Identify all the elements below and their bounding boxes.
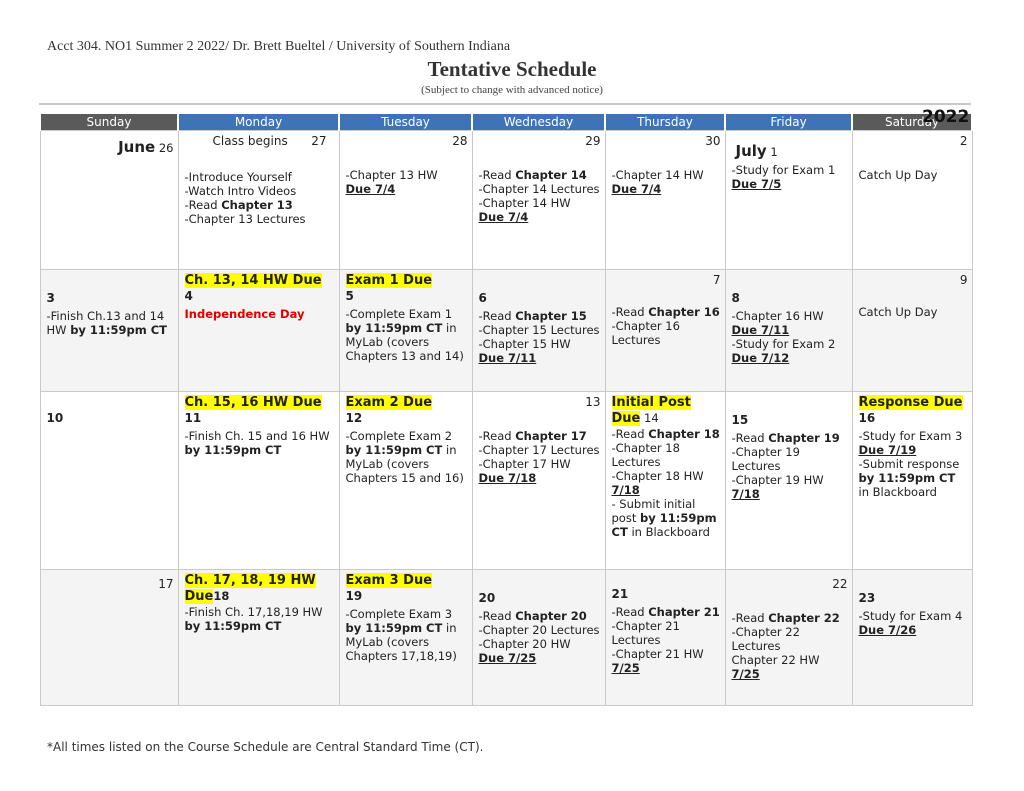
day-cell-jul-11 bbox=[178, 392, 339, 570]
day-cell-jul-9 bbox=[852, 270, 972, 392]
course-line: Acct 304. NO1 Summer 2 2022/ Dr. Brett Bueltel / University of Southern Indiana bbox=[47, 39, 511, 54]
task-line: -Read Chapter 14 bbox=[478, 168, 587, 182]
class-begins-label: Class begins bbox=[212, 134, 288, 148]
task-line: -Chapter 13 Lectures bbox=[184, 212, 306, 226]
day-header-wednesday: Wednesday bbox=[472, 114, 605, 131]
task-line: -Chapter 17 Lectures bbox=[478, 443, 600, 457]
day-header-friday: Friday bbox=[725, 114, 852, 131]
day-number: 23 bbox=[858, 591, 876, 605]
day-number: 22 bbox=[832, 577, 848, 591]
due-date: Due 7/11 bbox=[731, 323, 790, 337]
day-number: 12 bbox=[345, 411, 363, 425]
day-cell-jul-13 bbox=[472, 392, 605, 570]
highlight-label: Initial Post Due bbox=[611, 395, 691, 426]
task-line: -Chapter 13 HW bbox=[345, 168, 438, 182]
day-number: 15 bbox=[731, 413, 749, 427]
day-cell-jul-17 bbox=[40, 570, 178, 706]
day-cell-jul-4 bbox=[178, 270, 339, 392]
month-label: June bbox=[118, 138, 156, 156]
day-number: 20 bbox=[478, 591, 496, 605]
day-cell-jun-27 bbox=[178, 131, 339, 270]
day-number: 11 bbox=[184, 411, 202, 425]
schedule-subtitle: (Subject to change with advanced notice) bbox=[421, 84, 603, 96]
timezone-footnote: *All times listed on the Course Schedule are Central Standard Time (CT). bbox=[47, 740, 484, 754]
task-line: -Finish Ch. 17,18,19 HW by 11:59pm CT bbox=[184, 605, 323, 633]
task-line: -Chapter 18 HW 7/18 bbox=[611, 469, 704, 497]
day-header-tuesday: Tuesday bbox=[339, 114, 472, 131]
day-cell-jul-14 bbox=[605, 392, 725, 570]
day-cell-jul-20 bbox=[472, 570, 605, 706]
task-line: -Chapter 20 Lectures bbox=[478, 623, 600, 637]
task-line: -Read Chapter 13 bbox=[184, 198, 293, 212]
task-line: -Chapter 19 Lectures bbox=[731, 445, 800, 473]
day-cell-jul-8 bbox=[725, 270, 852, 392]
task-line: -Read Chapter 16 bbox=[611, 305, 720, 319]
day-cell-jun-28 bbox=[339, 131, 472, 270]
day-number: 30 bbox=[705, 134, 721, 148]
day-cell-jul-2 bbox=[852, 131, 972, 270]
day-cell-jun-29 bbox=[472, 131, 605, 270]
task-line: -Chapter 17 HW bbox=[478, 457, 571, 471]
header-divider bbox=[39, 103, 971, 105]
task-line: -Chapter 14 HW bbox=[478, 196, 571, 210]
day-cell-jul-3 bbox=[40, 270, 178, 392]
due-date: Due 7/19 bbox=[858, 443, 917, 457]
highlight-label: Exam 3 Due bbox=[345, 573, 433, 588]
day-cell-jul-21 bbox=[605, 570, 725, 706]
due-date: Due 7/4 bbox=[478, 210, 529, 224]
day-cell-jul-5 bbox=[339, 270, 472, 392]
day-number: 1 bbox=[770, 145, 778, 159]
highlight-label: Ch. 17, 18, 19 HW Due bbox=[184, 573, 316, 604]
task-line: - Submit initial post by 11:59pm CT in Blackboard bbox=[611, 497, 717, 539]
day-cell-jul-12 bbox=[339, 392, 472, 570]
schedule-calendar bbox=[39, 114, 973, 706]
highlight-label: Ch. 13, 14 HW Due bbox=[184, 273, 322, 288]
day-cell-jul-19 bbox=[339, 570, 472, 706]
highlight-label: Ch. 15, 16 HW Due bbox=[184, 395, 322, 410]
task-line: -Read Chapter 15 bbox=[478, 309, 587, 323]
due-date: Due 7/12 bbox=[731, 351, 790, 365]
day-cell-jun-26 bbox=[40, 131, 178, 270]
due-date: Due 7/5 bbox=[731, 177, 782, 191]
due-date: Due 7/4 bbox=[345, 182, 396, 196]
holiday-label: Independence Day bbox=[184, 307, 305, 321]
task-line: -Read Chapter 21 bbox=[611, 605, 720, 619]
day-header-thursday: Thursday bbox=[605, 114, 725, 131]
day-cell-jul-1 bbox=[725, 131, 852, 270]
calendar-year: 2022 bbox=[922, 107, 970, 127]
day-number: 6 bbox=[478, 291, 487, 305]
day-cell-jul-15 bbox=[725, 392, 852, 570]
day-number: 10 bbox=[46, 411, 64, 425]
task-line: -Study for Exam 3 bbox=[858, 429, 963, 443]
task-line: -Chapter 20 HW bbox=[478, 637, 571, 651]
day-header-sunday: Sunday bbox=[40, 114, 178, 131]
day-number: 5 bbox=[345, 289, 354, 303]
task-line: -Finish Ch.13 and 14 HW by 11:59pm CT bbox=[46, 309, 168, 337]
task-line: -Read Chapter 20 bbox=[478, 609, 587, 623]
task-line: -Study for Exam 4 bbox=[858, 609, 963, 623]
task-line: -Study for Exam 1 bbox=[731, 163, 836, 177]
day-cell-jul-6 bbox=[472, 270, 605, 392]
task-line: -Chapter 22 Lectures bbox=[731, 625, 800, 653]
day-header-row bbox=[40, 114, 972, 131]
task-line: -Chapter 15 Lectures bbox=[478, 323, 600, 337]
day-number: 28 bbox=[452, 134, 468, 148]
day-cell-jul-10 bbox=[40, 392, 178, 570]
day-cell-jun-30 bbox=[605, 131, 725, 270]
week-row-4 bbox=[40, 570, 972, 706]
task-line: -Read Chapter 17 bbox=[478, 429, 587, 443]
day-cell-jul-18 bbox=[178, 570, 339, 706]
task-line: -Read Chapter 22 bbox=[731, 611, 840, 625]
highlight-label: Response Due bbox=[858, 395, 963, 410]
day-number: 8 bbox=[731, 291, 740, 305]
task-line: -Chapter 21 Lectures bbox=[611, 619, 680, 647]
task-line: -Complete Exam 2 by 11:59pm CT in MyLab (covers Chapters 15 and 16) bbox=[345, 429, 464, 485]
task-line: -Chapter 16 HW bbox=[731, 309, 824, 323]
day-header-saturday: Saturday bbox=[852, 114, 972, 131]
task-line: -Finish Ch. 15 and 16 HW by 11:59pm CT bbox=[184, 429, 330, 457]
task-line: -Submit response by 11:59pm CT in Blackboard bbox=[858, 457, 960, 499]
due-date: Due 7/11 bbox=[478, 351, 537, 365]
day-number: 19 bbox=[345, 589, 363, 603]
day-number: 9 bbox=[959, 273, 968, 287]
due-date: Due 7/25 bbox=[478, 651, 537, 665]
day-number: 27 bbox=[311, 134, 327, 148]
task-line: Chapter 22 HW 7/25 bbox=[731, 653, 820, 681]
task-line: -Complete Exam 1 by 11:59pm CT in MyLab (covers Chapters 13 and 14) bbox=[345, 307, 464, 363]
week-row-3 bbox=[40, 392, 972, 570]
day-number: 17 bbox=[158, 577, 174, 591]
day-number: 16 bbox=[858, 411, 876, 425]
task-line: -Chapter 16 Lectures bbox=[611, 319, 680, 347]
due-date: Due 7/26 bbox=[858, 623, 917, 637]
day-number: 7 bbox=[712, 273, 721, 287]
day-number: 18 bbox=[213, 589, 230, 603]
task-line: -Study for Exam 2 bbox=[731, 337, 836, 351]
task-line: -Chapter 15 HW bbox=[478, 337, 571, 351]
due-date: Due 7/18 bbox=[478, 471, 537, 485]
task-line: Catch Up Day bbox=[858, 305, 938, 319]
day-cell-jul-23 bbox=[852, 570, 972, 706]
task-line: -Complete Exam 3 by 11:59pm CT in MyLab (covers Chapters 17,18,19) bbox=[345, 607, 457, 663]
due-date: Due 7/4 bbox=[611, 182, 662, 196]
day-number: 2 bbox=[959, 134, 968, 148]
month-label: July bbox=[735, 142, 767, 160]
day-number: 21 bbox=[611, 587, 629, 601]
task-line: -Read Chapter 19 bbox=[731, 431, 840, 445]
task-line: -Watch Intro Videos bbox=[184, 184, 297, 198]
day-number: 29 bbox=[585, 134, 601, 148]
task-line: -Chapter 18 Lectures bbox=[611, 441, 680, 469]
week-row-1 bbox=[40, 131, 972, 270]
day-cell-jul-22 bbox=[725, 570, 852, 706]
day-number: 13 bbox=[585, 395, 601, 409]
task-line: -Chapter 14 Lectures bbox=[478, 182, 600, 196]
task-line: -Introduce Yourself bbox=[184, 170, 292, 184]
day-number: 4 bbox=[184, 289, 193, 303]
task-line: Catch Up Day bbox=[858, 168, 938, 182]
week-row-2 bbox=[40, 270, 972, 392]
highlight-label: Exam 2 Due bbox=[345, 395, 433, 410]
day-header-monday: Monday bbox=[178, 114, 339, 131]
day-cell-jul-7 bbox=[605, 270, 725, 392]
day-number: 3 bbox=[46, 291, 55, 305]
schedule-title: Tentative Schedule bbox=[427, 57, 597, 81]
task-line: -Chapter 14 HW bbox=[611, 168, 704, 182]
day-cell-jul-16 bbox=[852, 392, 972, 570]
day-number: 26 bbox=[158, 141, 174, 155]
task-line: -Read Chapter 18 bbox=[611, 427, 720, 441]
highlight-label: Exam 1 Due bbox=[345, 273, 433, 288]
task-line: -Chapter 19 HW 7/18 bbox=[731, 473, 824, 501]
day-number: 14 bbox=[644, 411, 659, 425]
task-line: -Chapter 21 HW 7/25 bbox=[611, 647, 704, 675]
